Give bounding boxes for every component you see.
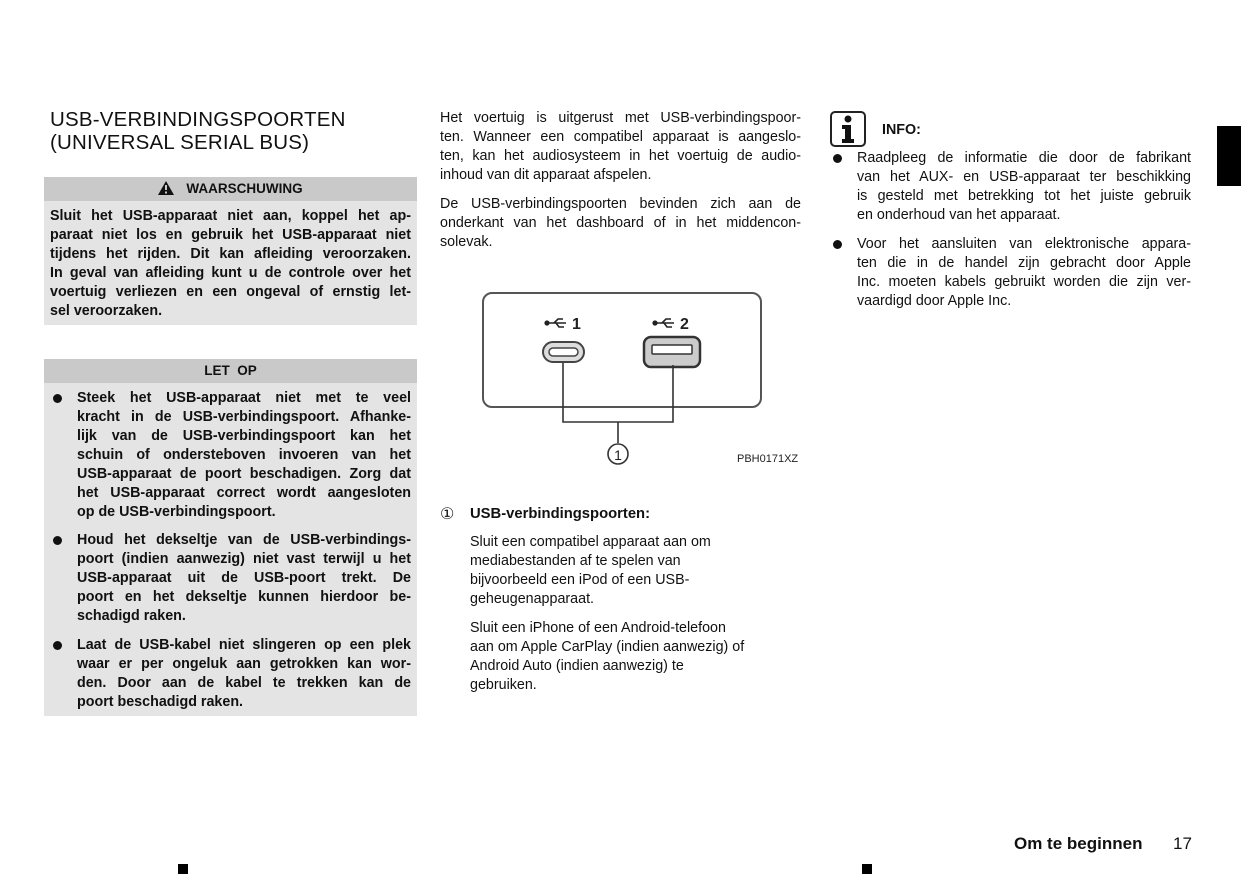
text-line: ten. Wanneer een compatibel apparaat is aangeslo-	[440, 129, 801, 145]
text-line: Houd het dekseltje van de USB-verbindings-	[77, 532, 411, 548]
warning-heading: WAARSCHUWING	[186, 181, 303, 196]
location-paragraph	[440, 195, 801, 252]
info-icon	[830, 111, 866, 147]
item-paragraph	[470, 619, 801, 695]
caution-header: LET OP	[44, 359, 417, 383]
bullet-icon	[53, 536, 62, 545]
text-line: In geval van afleiding kunt u de controle over het	[50, 265, 411, 281]
text-line: schuin of ondersteboven invoeren van het	[77, 447, 411, 463]
text-line: poort beschadigd raken.	[77, 694, 244, 710]
text-line: op de USB-verbindingspoort.	[77, 504, 276, 520]
port2-label: 2	[680, 316, 689, 333]
text-line: poort en het dekseltje kunnen hierdoor be-	[77, 589, 411, 605]
warning-triangle-icon	[158, 181, 174, 195]
caution-bullet	[77, 531, 411, 626]
page-title	[50, 108, 346, 154]
text-line: USB-apparaat uit de USB-poort trekt. De	[77, 570, 411, 586]
text-line: De USB-verbindingspoorten bevinden zich aan de	[440, 196, 801, 212]
text-line: kracht in de USB-verbindingspoort. Afhanke-	[77, 409, 411, 425]
text-line: den. Door aan de kabel te trekken kan de	[77, 675, 411, 691]
text-line: geheugenapparaat.	[470, 591, 595, 607]
bullet-icon	[833, 154, 842, 163]
caution-body	[44, 383, 417, 716]
warning-header	[44, 177, 417, 201]
item-marker: ①	[440, 506, 455, 523]
text-line: schadigd raken.	[77, 608, 186, 624]
section-tab-marker	[1217, 126, 1241, 186]
text-line: Inc. moeten kabels gebruikt worden die zijn ver-	[857, 274, 1191, 290]
info-bullet	[857, 149, 1191, 225]
crop-mark	[862, 864, 872, 874]
usb-ports-figure	[470, 280, 810, 480]
bullet-icon	[53, 394, 62, 403]
text-line: vaardigd door Apple Inc.	[857, 293, 1012, 309]
page-number: 17	[1173, 834, 1192, 853]
text-line: paraat niet los en gebruik het USB-apparaat niet	[50, 227, 411, 243]
warning-box	[44, 177, 417, 325]
text-line: inhoud van dit apparaat afspelen.	[440, 167, 652, 183]
text-line: onderkant van het dashboard of in het middencon-	[440, 215, 801, 231]
port1-label: 1	[572, 316, 581, 333]
text-line: en onderhoud van het apparaat.	[857, 207, 1061, 223]
text-line: Laat de USB-kabel niet slingeren op een plek	[77, 637, 411, 653]
panel-outline	[483, 293, 761, 407]
footer-section: Om te beginnen	[1014, 834, 1143, 853]
item-title: USB-verbindingspoorten:	[470, 506, 651, 522]
bullet-icon	[53, 641, 62, 650]
caution-bullet	[77, 389, 411, 522]
text-line: Steek het USB-apparaat niet met te veel	[77, 390, 411, 406]
caution-bullet	[77, 636, 411, 712]
text-line: Sluit het USB-apparaat niet aan, koppel het ap-	[50, 208, 411, 224]
text-line: aan om Apple CarPlay (indien aanwezig) of	[470, 639, 745, 655]
text-line: solevak.	[440, 234, 493, 250]
text-line: Raadpleeg de informatie die door de fabrikant	[857, 150, 1191, 166]
figure-code: PBH0171XZ	[737, 453, 799, 465]
text-line: Voor het aansluiten van elektronische appara-	[857, 236, 1191, 252]
title-line: (UNIVERSAL SERIAL BUS)	[50, 131, 310, 154]
text-line: USB-apparaat de poort beschadigen. Zorg dat	[77, 466, 411, 482]
warning-text	[44, 201, 417, 325]
caution-box	[44, 359, 417, 716]
intro-paragraph	[440, 109, 801, 185]
item-paragraph	[470, 533, 801, 609]
text-line: Android Auto (indien aanwezig) te	[470, 658, 684, 674]
text-line: van het AUX- en USB-apparaat ter beschikking	[857, 169, 1191, 185]
crop-mark	[178, 864, 188, 874]
text-line: lijk van de USB-verbindingspoort kan het	[77, 428, 411, 444]
callout-number: 1	[614, 447, 622, 463]
text-line: gebruiken.	[470, 677, 537, 693]
text-line: het USB-apparaat correct wordt aangesloten	[77, 485, 411, 501]
text-line: tijdens het rijden. Dit kan afleiding veroorzaken.	[50, 246, 411, 262]
title-line: USB-VERBINDINGSPOORTEN	[50, 108, 346, 131]
text-line: voertuig verliezen en een ongeval of ernstig let-	[50, 284, 411, 300]
text-line: mediabestanden af te spelen van	[470, 553, 681, 569]
info-bullet	[857, 235, 1191, 311]
bullet-icon	[833, 240, 842, 249]
text-line: poort (indien aanwezig) niet vast terwijl u het	[77, 551, 411, 567]
text-line: waar er per ongeluk aan getrokken kan wor-	[77, 656, 411, 672]
text-line: sel veroorzaken.	[50, 303, 163, 319]
text-line: Het voertuig is uitgerust met USB-verbindingspoor-	[440, 110, 801, 126]
text-line: Sluit een iPhone of een Android-telefoon	[470, 620, 726, 636]
text-line: Sluit een compatibel apparaat aan om	[470, 534, 711, 550]
info-label: INFO:	[882, 122, 921, 138]
text-line: is gesteld met betrekking tot het juiste gebruik	[857, 188, 1191, 204]
text-line: ten, kan het audiosysteem in het voertuig de audio-	[440, 148, 801, 164]
text-line: ten die in de handel zijn gebracht door Apple	[857, 255, 1191, 271]
text-line: bijvoorbeeld een iPod of een USB-	[470, 572, 690, 588]
